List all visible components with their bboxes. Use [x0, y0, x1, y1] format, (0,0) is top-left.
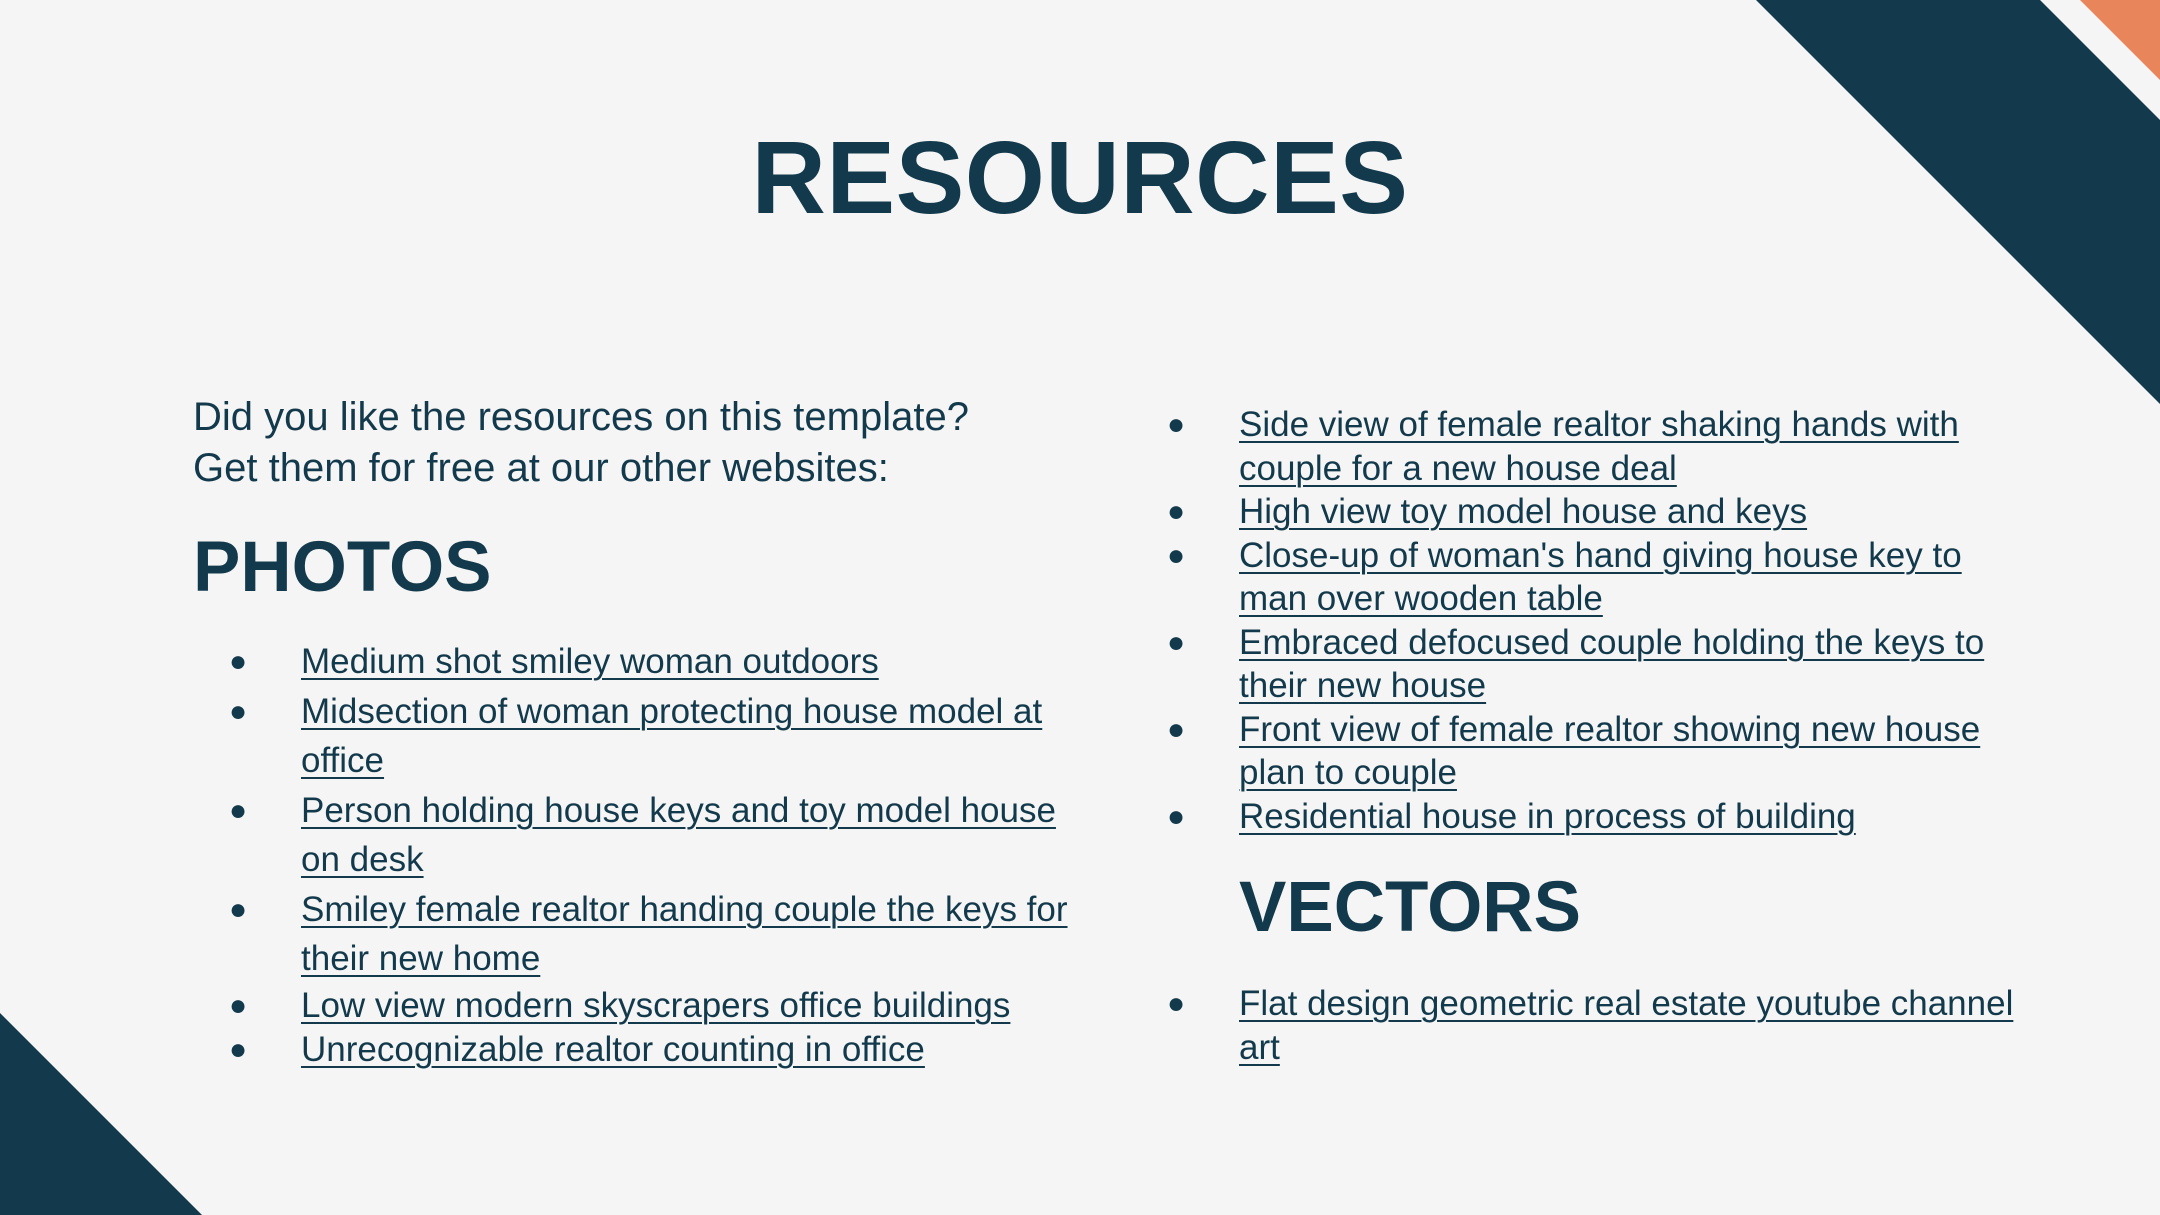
bullet: ● [229, 988, 248, 1022]
photo-link[interactable]: Residential house in process of building [1239, 796, 1856, 836]
list-item [1131, 490, 2031, 534]
photo-link[interactable]: Front view of female realtor showing new house plan to couple [1239, 709, 1981, 792]
list-item [193, 786, 1073, 885]
list-item [193, 984, 1073, 1028]
photo-link[interactable]: Embraced defocused couple holding the keys to their new house [1239, 622, 1985, 705]
list-item [193, 687, 1073, 786]
bullet: ● [1167, 799, 1186, 833]
intro-line-2: Get them for free at our other websites: [193, 446, 889, 490]
list-item [1131, 403, 2031, 490]
list-item [1131, 708, 2031, 795]
photos-list-continued [1131, 403, 2031, 838]
bullet: ● [1167, 495, 1186, 528]
list-item [1131, 982, 2031, 1069]
list-item [193, 1028, 1073, 1072]
vectors-heading: VECTORS [1239, 868, 1581, 947]
bullet: ● [1167, 625, 1186, 659]
photo-link[interactable]: High view toy model house and keys [1239, 492, 1808, 531]
intro-text [193, 392, 1093, 494]
photo-link[interactable]: Person holding house keys and toy model house on desk [301, 790, 1056, 879]
bullet: ● [229, 892, 248, 926]
photos-heading: PHOTOS [193, 528, 492, 607]
list-item [193, 637, 1073, 687]
list-item [1131, 534, 2031, 621]
photo-link[interactable]: Close-up of woman's hand giving house key to man over wooden table [1239, 535, 1962, 618]
bullet: ● [229, 1032, 248, 1066]
bottom-left-navy-triangle [0, 1013, 202, 1215]
intro-line-1: Did you like the resources on this template? [193, 395, 969, 439]
bullet: ● [229, 645, 248, 678]
bullet: ● [229, 694, 248, 728]
bullet: ● [1167, 712, 1186, 746]
bullet: ● [1167, 538, 1186, 572]
photo-link[interactable]: Smiley female realtor handing couple the keys for their new home [301, 889, 1068, 978]
vectors-list [1131, 982, 2031, 1069]
photos-list [193, 637, 1073, 1072]
photo-link[interactable]: Low view modern skyscrapers office buildings [301, 985, 1011, 1025]
list-item [1131, 621, 2031, 708]
photo-link[interactable]: Side view of female realtor shaking hands with couple for a new house deal [1239, 405, 1959, 488]
photo-link[interactable]: Unrecognizable realtor counting in office [301, 1029, 925, 1069]
bullet: ● [1167, 987, 1186, 1020]
list-item [193, 885, 1073, 984]
page-title: RESOURCES [751, 120, 1409, 235]
photo-link[interactable]: Medium shot smiley woman outdoors [301, 642, 879, 681]
photo-link[interactable]: Midsection of woman protecting house model at office [301, 691, 1043, 780]
bullet: ● [1167, 408, 1186, 441]
vector-link[interactable]: Flat design geometric real estate youtube channel art [1239, 984, 2014, 1067]
bullet: ● [229, 793, 248, 827]
list-item [1131, 795, 2031, 839]
